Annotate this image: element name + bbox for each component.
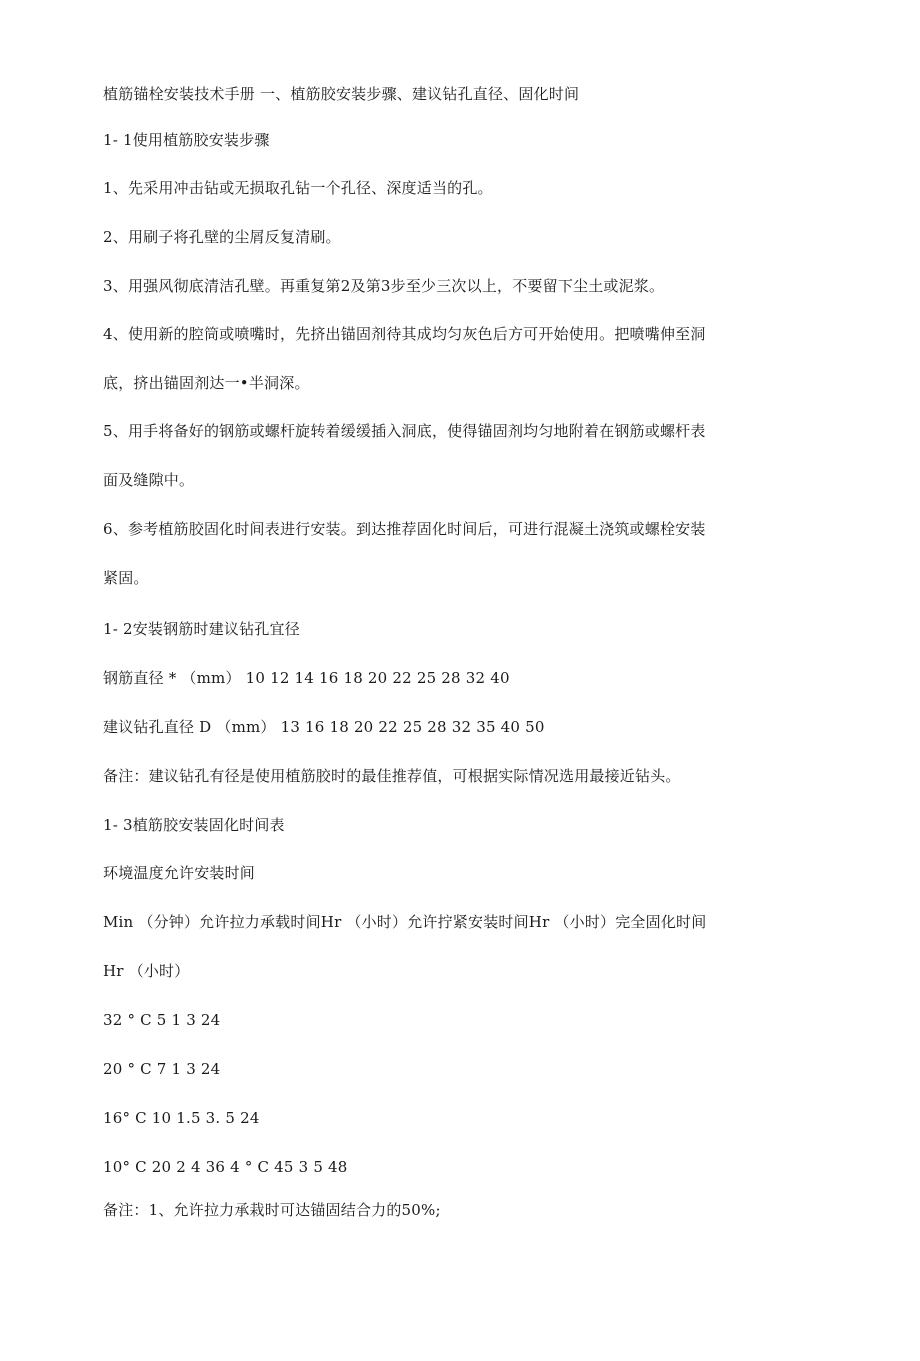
table-row: 10° C 20 2 4 36 4 ° C 45 3 5 48 xyxy=(103,1158,348,1176)
table-row: 16° C 10 1.5 3. 5 24 xyxy=(103,1109,260,1127)
note: 备注：建议钻孔有径是使用植筋胶时的最佳推荐值，可根据实际情况选用最接近钻头。 xyxy=(103,767,681,785)
rebar-diameter-row: 钢筋直径 * （mm） 10 12 14 16 18 20 22 25 28 32 40 xyxy=(103,669,510,687)
table-row: 20 ° C 7 1 3 24 xyxy=(103,1060,221,1078)
step-2: 2、用刷子将孔壁的尘屑反复清刷。 xyxy=(103,228,341,246)
drill-diameter-row: 建议钻孔直径 D （mm） 13 16 18 20 22 25 28 32 35 40 50 xyxy=(103,718,545,736)
note: 备注：1、允许拉力承栽时可达锚固结合力的50%; xyxy=(103,1201,441,1219)
section-heading: 1- 2安装钢筋时建议钻孔宜径 xyxy=(103,620,300,638)
step-4-continued: 底，挤出锚固剂达一•半洞深。 xyxy=(103,374,310,392)
step-5-continued: 面及缝隙中。 xyxy=(103,471,195,489)
table-row: 32 ° C 5 1 3 24 xyxy=(103,1011,221,1029)
step-3: 3、用强风彻底清洁孔壁。再重复第2及第3步至少三次以上，不要留下尘土或泥浆。 xyxy=(103,277,665,295)
table-header: 环境温度允许安装时间 xyxy=(103,864,256,882)
section-heading: 1- 3植筋胶安装固化时间表 xyxy=(103,816,285,834)
table-header: Hr （小时） xyxy=(103,962,190,980)
step-1: 1、先采用冲击钻或无损取孔钻一个孔径、深度适当的孔。 xyxy=(103,179,493,197)
step-6: 6、参考植筋胶固化时间表进行安装。到达推荐固化时间后，可进行混凝土浇筑或螺栓安装 xyxy=(103,520,706,538)
table-header: Min （分钟）允许拉力承载时间Hr （小时）允许拧紧安装时间Hr （小时）完全固化时间 xyxy=(103,913,707,931)
step-5: 5、用手将备好的钢筋或螺杆旋转着缓缓插入洞底，使得锚固剂均匀地附着在钢筋或螺杆表 xyxy=(103,422,706,440)
step-6-continued: 紧固。 xyxy=(103,569,149,587)
section-heading: 1- 1使用植筋胶安装步骤 xyxy=(103,131,270,149)
step-4: 4、使用新的腔筒或喷嘴时，先挤出锚固剂待其成均匀灰色后方可开始使用。把喷嘴伸至洞 xyxy=(103,325,706,343)
document-title: 植筋锚栓安装技术手册 一、植筋胶安装步骤、建议钻孔直径、固化时间 xyxy=(103,85,580,103)
